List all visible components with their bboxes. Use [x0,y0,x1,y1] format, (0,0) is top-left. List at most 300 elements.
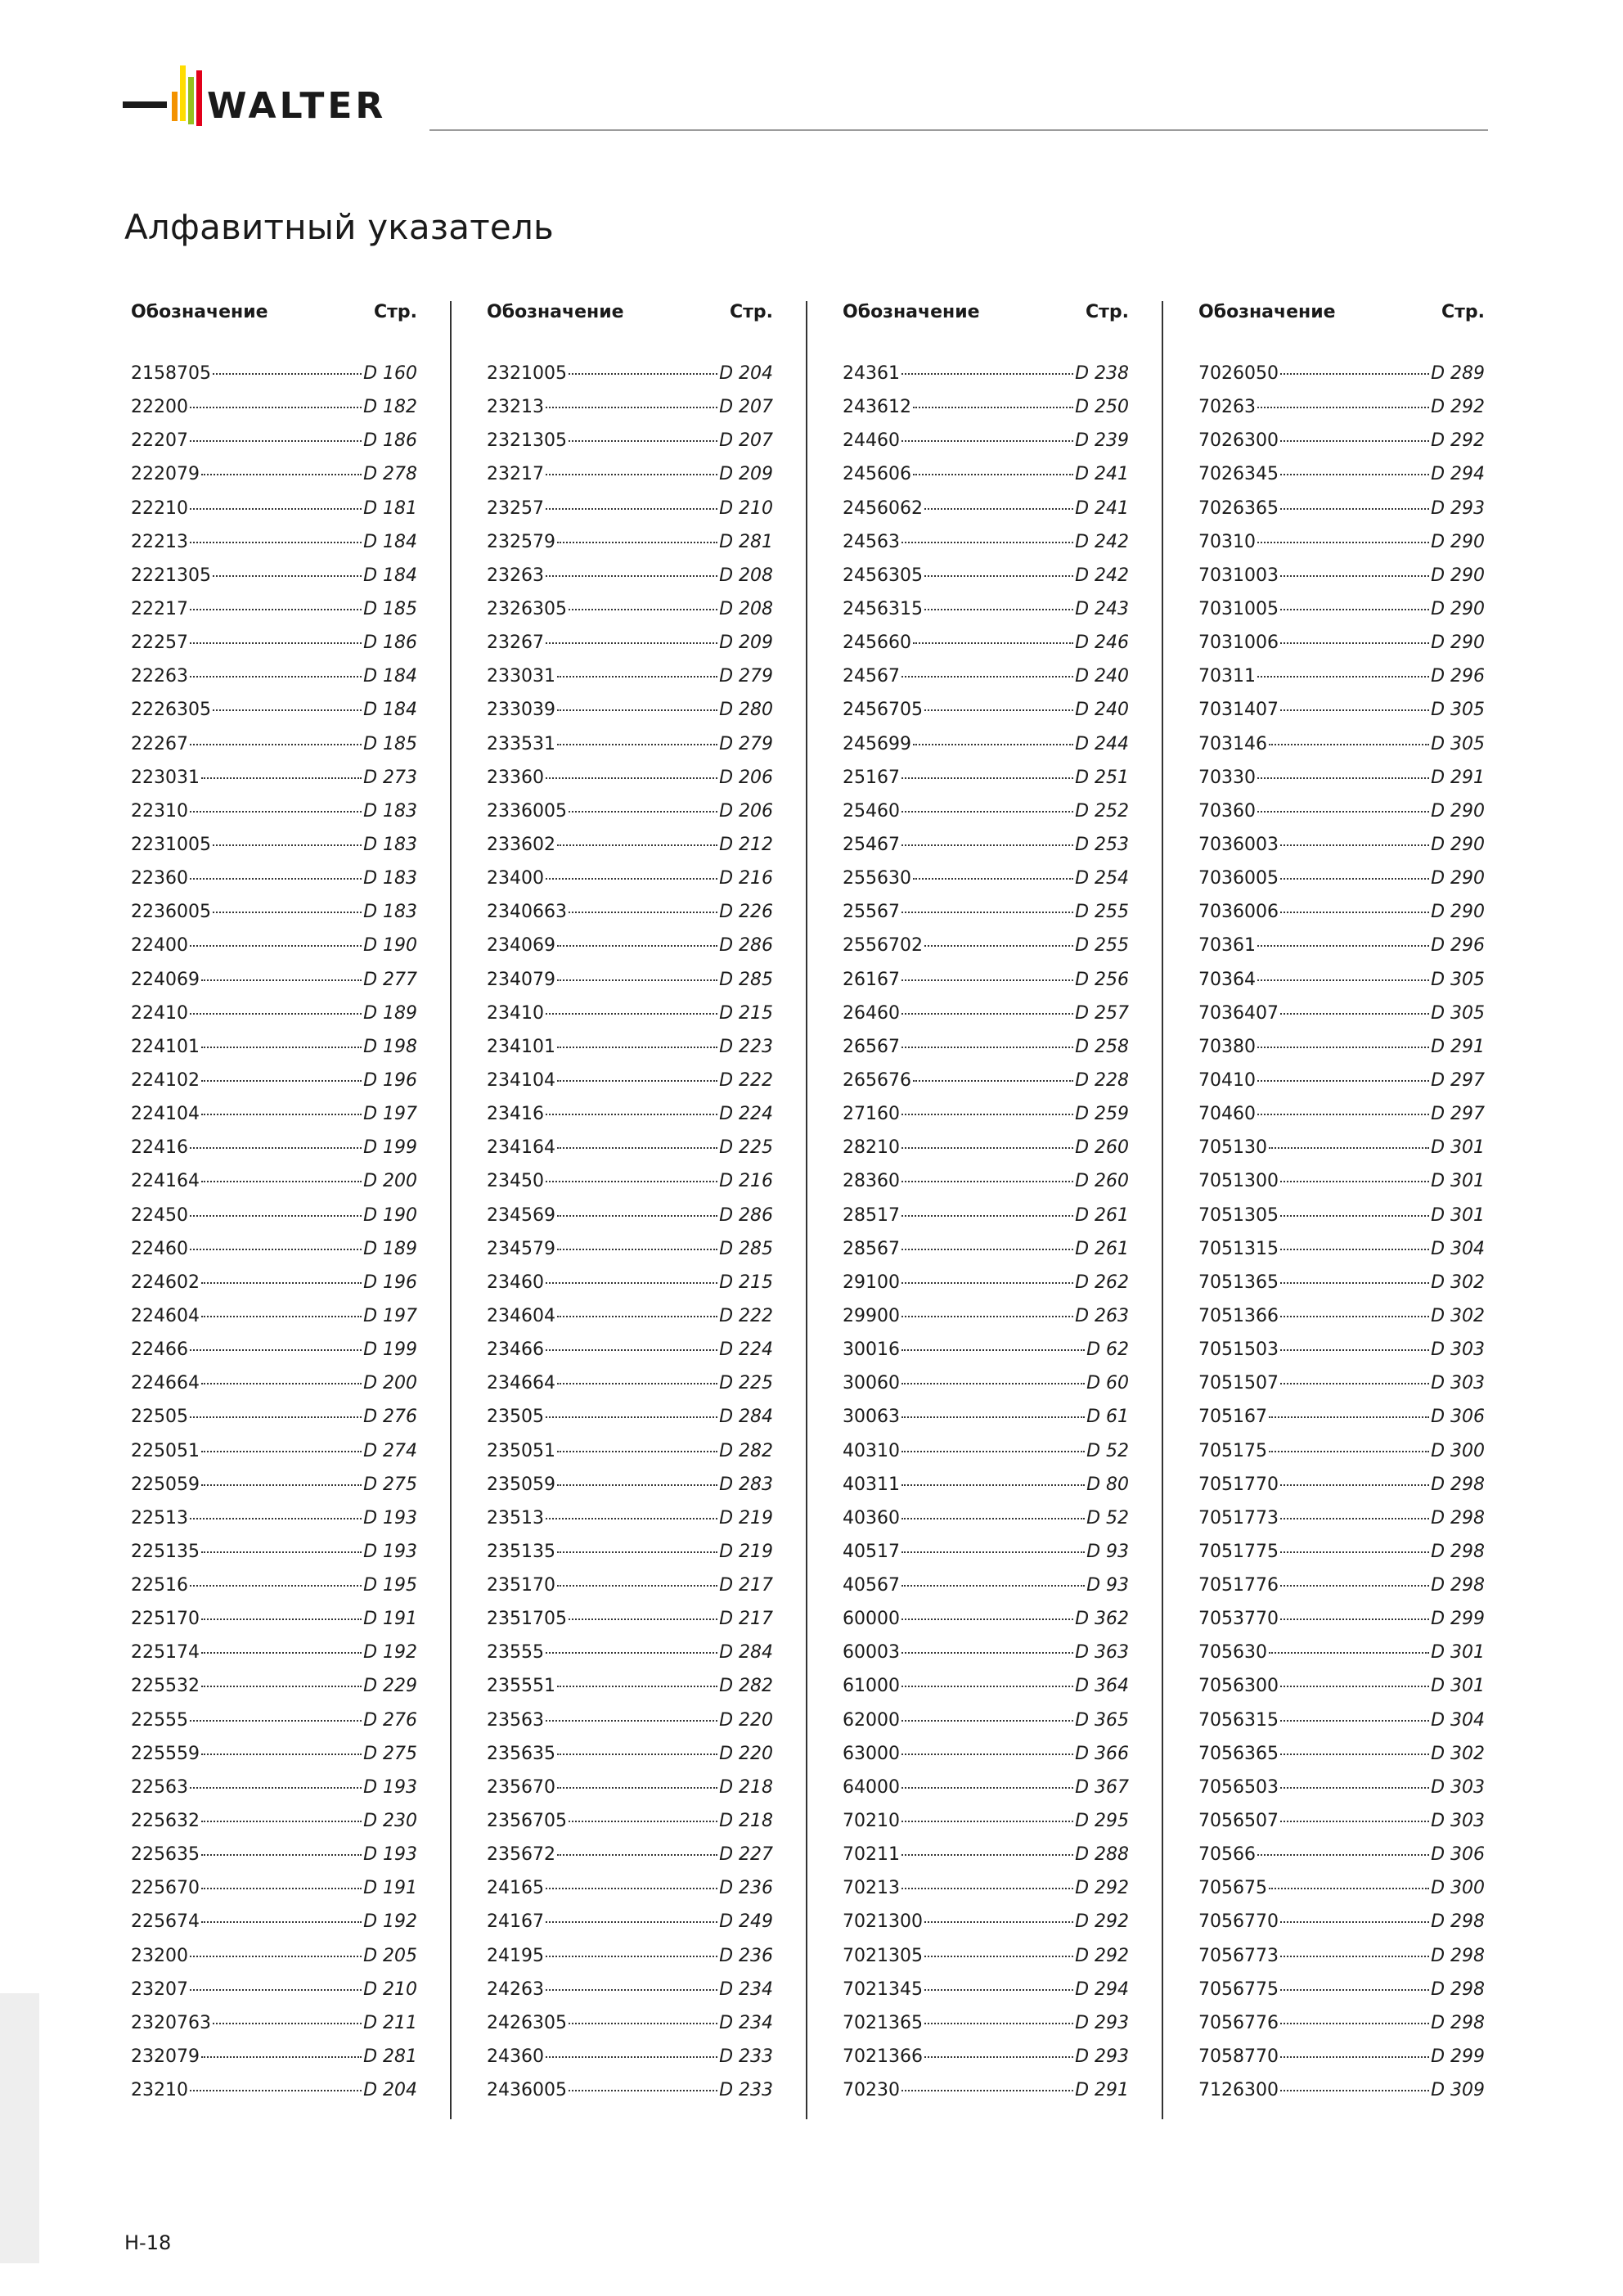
header-designation: Обозначение [131,302,268,322]
entry-code: 7051775 [1198,1541,1279,1562]
index-entry [1198,599,1485,633]
entry-code: 22505 [131,1407,188,1428]
dot-leader [1280,1282,1429,1284]
dot-leader [913,744,1073,745]
entry-page: D 291 [1075,2080,1129,2101]
index-entry [131,599,417,633]
entry-page: D 93 [1086,1541,1129,1562]
entry-page: D 236 [719,1945,773,1966]
entry-page: D 224 [719,1104,773,1125]
header-designation: Обозначение [487,302,624,322]
dot-leader [901,1013,1073,1015]
dot-leader [213,2023,362,2024]
dot-leader [1257,811,1429,813]
index-entry [487,768,773,801]
index-entry [131,801,417,835]
dot-leader [901,1181,1073,1182]
entry-page: D 244 [1075,733,1129,754]
entry-page: D 184 [363,531,417,552]
entry-page: D 199 [363,1137,417,1159]
entry-code: 224604 [131,1305,200,1326]
header-rule [429,129,1488,131]
index-entry [487,2046,773,2080]
entry-page: D 222 [719,1305,773,1326]
entry-page: D 186 [363,633,417,654]
entry-code: 22466 [131,1339,188,1361]
entry-code: 2321005 [487,363,567,384]
entry-page: D 292 [1075,1878,1129,1899]
index-entry [487,1542,773,1575]
entry-page: D 62 [1086,1339,1129,1361]
entry-code: 7056775 [1198,1979,1279,2000]
entry-code: 233039 [487,700,555,721]
entry-code: 64000 [843,1776,900,1798]
dot-leader [546,1416,717,1418]
entry-code: 23513 [487,1507,544,1528]
index-entry [487,1272,773,1306]
entry-page: D 205 [363,1945,417,1966]
entry-code: 22450 [131,1204,188,1226]
index-entry [843,1710,1129,1744]
index-entry [843,1205,1129,1239]
entry-page: D 52 [1086,1440,1129,1461]
dot-leader [1280,1754,1429,1755]
dot-leader [1280,1821,1429,1822]
entry-page: D 276 [363,1407,417,1428]
entry-page: D 218 [719,1811,773,1832]
dot-leader [190,1147,362,1149]
index-column-1 [131,295,417,2114]
dot-leader [213,575,362,577]
entry-page: D 217 [719,1609,773,1630]
index-entry [487,1407,773,1440]
index-entry [1198,1104,1485,1137]
index-entry [131,1474,417,1508]
entry-page: D 183 [363,902,417,923]
entry-code: 23505 [487,1407,544,1428]
entry-code: 24167 [487,1911,544,1933]
entry-page: D 253 [1075,834,1129,855]
dot-leader [557,1854,717,1856]
entry-list [487,363,773,2114]
entry-code: 22400 [131,935,188,957]
index-entry [1198,868,1485,902]
dot-leader [901,1652,1073,1654]
index-entry [1198,835,1485,868]
entry-page: D 285 [719,969,773,990]
entry-code: 28360 [843,1171,900,1192]
header-page: Стр. [1441,302,1485,322]
entry-page: D 286 [719,935,773,957]
index-entry [487,1844,773,1878]
index-entry [1198,1239,1485,1272]
dot-leader [1280,1921,1429,1923]
dot-leader [1269,1652,1429,1654]
index-entry [1198,565,1485,599]
index-entry [131,1811,417,1844]
dot-leader [557,1047,717,1048]
dot-leader [557,945,717,947]
index-entry [843,935,1129,969]
entry-page: D 196 [363,1272,417,1293]
entry-page: D 236 [719,1878,773,1899]
entry-page: D 255 [1075,935,1129,957]
dot-leader [1280,440,1429,442]
entry-page: D 160 [363,363,417,384]
entry-code: 23466 [487,1339,544,1361]
entry-code: 234569 [487,1204,555,1226]
entry-code: 23263 [487,565,544,586]
dot-leader [190,609,362,610]
entry-code: 245699 [843,733,911,754]
dot-leader [546,1956,717,1957]
entry-page: D 257 [1075,1002,1129,1024]
index-entry [843,1272,1129,1306]
entry-page: D 281 [719,531,773,552]
entry-page: D 297 [1431,1069,1485,1091]
dot-leader [913,474,1073,475]
dot-leader [901,912,1073,913]
entry-code: 7021365 [843,2012,923,2033]
entry-code: 70566 [1198,1844,1256,1866]
entry-page: D 302 [1431,1272,1485,1293]
index-entry [1198,1171,1485,1204]
entry-code: 24360 [487,2046,544,2068]
entry-code: 2456062 [843,497,923,519]
entry-code: 232579 [487,531,555,552]
entry-page: D 258 [1075,1036,1129,1057]
entry-code: 70410 [1198,1069,1256,1091]
entry-page: D 206 [719,800,773,822]
entry-code: 7056770 [1198,1911,1279,1933]
entry-code: 7056503 [1198,1776,1279,1798]
dot-leader [901,1114,1073,1115]
entry-page: D 226 [719,902,773,923]
dot-leader [546,1282,717,1284]
dot-leader [546,407,717,408]
entry-code: 23555 [487,1642,544,1663]
entry-code: 70364 [1198,969,1256,990]
index-entry [1198,1911,1485,1945]
index-entry [487,1676,773,1709]
column-header [1198,295,1485,331]
entry-code: 27160 [843,1104,900,1125]
logo-bar-4 [196,70,202,126]
dot-leader [901,1618,1073,1620]
entry-code: 2336005 [487,800,567,822]
entry-code: 705630 [1198,1642,1267,1663]
dot-leader [1257,777,1429,779]
entry-code: 7051773 [1198,1507,1279,1528]
entry-code: 70330 [1198,767,1256,788]
entry-code: 40360 [843,1507,900,1528]
index-entry [487,1171,773,1204]
index-entry [843,1777,1129,1811]
index-entry [487,1070,773,1104]
index-entry [487,835,773,868]
entry-page: D 285 [719,1238,773,1259]
entry-code: 2426305 [487,2012,567,2033]
entry-code: 7051365 [1198,1272,1279,1293]
dot-leader [190,811,362,813]
entry-code: 25167 [843,767,900,788]
entry-code: 233602 [487,834,555,855]
entry-code: 225174 [131,1642,200,1663]
index-entry [1198,1373,1485,1407]
entry-code: 224164 [131,1171,200,1192]
entry-page: D 364 [1075,1676,1129,1697]
dot-leader [1280,1989,1429,1991]
dot-leader [201,1282,362,1284]
entry-code: 40567 [843,1575,900,1596]
index-entry [1198,700,1485,733]
index-entry [843,1070,1129,1104]
index-entry [131,835,417,868]
index-entry [487,1239,773,1272]
dot-leader [901,1686,1073,1687]
entry-page: D 279 [719,733,773,754]
index-entry [487,464,773,497]
dot-leader [1280,474,1429,475]
entry-page: D 281 [363,2046,417,2068]
index-entry [843,801,1129,835]
dot-leader [1257,1047,1429,1048]
dot-leader [557,676,717,678]
dot-leader [1280,1249,1429,1250]
dot-leader [924,709,1073,711]
dot-leader [901,1282,1073,1284]
entry-code: 2158705 [131,363,211,384]
entry-code: 70310 [1198,531,1256,552]
index-entry [843,1373,1129,1407]
entry-page: D 216 [719,868,773,889]
logo-bar-1 [172,92,178,121]
entry-code: 23400 [487,868,544,889]
entry-page: D 282 [719,1676,773,1697]
index-entry [487,700,773,733]
dot-leader [1280,709,1429,711]
entry-page: D 225 [719,1373,773,1394]
dot-leader [1280,1686,1429,1687]
entry-code: 24165 [487,1878,544,1899]
entry-code: 70213 [843,1878,900,1899]
index-entry [843,1104,1129,1137]
dot-leader [901,676,1073,678]
entry-page: D 185 [363,598,417,619]
entry-page: D 295 [1075,1811,1129,1832]
dot-leader [201,1754,362,1755]
entry-code: 7051507 [1198,1373,1279,1394]
index-entry [131,1037,417,1070]
index-entry [1198,1137,1485,1171]
index-entry [843,768,1129,801]
dot-leader [901,1754,1073,1755]
index-entry [843,1137,1129,1171]
entry-code: 22200 [131,397,188,418]
index-entry [1198,1710,1485,1744]
entry-code: 22213 [131,531,188,552]
index-entry [131,1339,417,1373]
dot-leader [546,575,717,577]
index-entry [131,700,417,733]
dot-leader [1269,744,1429,745]
dot-leader [190,1956,362,1957]
entry-page: D 204 [719,363,773,384]
dot-leader [901,1349,1085,1351]
entry-page: D 261 [1075,1238,1129,1259]
entry-code: 7026365 [1198,497,1279,519]
dot-leader [1269,1888,1429,1889]
entry-page: D 301 [1431,1204,1485,1226]
dot-leader [901,1249,1073,1250]
index-entry [1198,1676,1485,1709]
dot-leader [190,1215,362,1217]
dot-leader [913,407,1073,408]
index-entry [843,868,1129,902]
entry-code: 7056776 [1198,2012,1279,2033]
entry-code: 7051305 [1198,1204,1279,1226]
dot-leader [190,1720,362,1722]
entry-page: D 291 [1431,767,1485,788]
entry-page: D 299 [1431,1609,1485,1630]
dot-leader [901,811,1073,813]
index-entry [1198,1407,1485,1440]
entry-code: 705130 [1198,1137,1267,1159]
index-entry [131,1171,417,1204]
index-entry [843,2013,1129,2046]
entry-page: D 189 [363,1002,417,1024]
dot-leader [901,542,1073,543]
entry-page: D 210 [719,497,773,519]
entry-code: 235051 [487,1440,555,1461]
entry-code: 24567 [843,666,900,687]
entry-code: 265676 [843,1069,911,1091]
entry-page: D 184 [363,565,417,586]
entry-page: D 277 [363,969,417,990]
entry-page: D 207 [719,397,773,418]
column-divider [806,301,807,2119]
entry-code: 7058770 [1198,2046,1279,2068]
entry-page: D 298 [1431,1575,1485,1596]
header-designation: Обозначение [1198,302,1336,322]
dot-leader [901,1215,1073,1217]
entry-code: 28210 [843,1137,900,1159]
dot-leader [1280,2023,1429,2024]
index-entry [487,1744,773,1777]
entry-page: D 184 [363,700,417,721]
entry-code: 22207 [131,430,188,452]
entry-page: D 240 [1075,700,1129,721]
dot-leader [546,1652,717,1654]
dot-leader [569,373,717,375]
dot-leader [201,1686,362,1687]
index-entry [131,1272,417,1306]
dot-leader [190,1349,362,1351]
entry-code: 225135 [131,1541,200,1562]
entry-code: 225674 [131,1911,200,1933]
index-column-2 [487,295,773,2114]
index-entry [487,1205,773,1239]
index-entry [487,1609,773,1642]
entry-page: D 196 [363,1069,417,1091]
index-entry [1198,2046,1485,2080]
index-entry [843,498,1129,532]
index-entry [487,1911,773,1945]
entry-page: D 212 [719,834,773,855]
dot-leader [1280,1720,1429,1722]
index-entry [131,1070,417,1104]
index-entry [131,1642,417,1676]
index-entry [487,1037,773,1070]
index-entry [1198,1744,1485,1777]
entry-code: 25467 [843,834,900,855]
index-entry [1198,935,1485,969]
entry-page: D 275 [363,1474,417,1495]
dot-leader [201,1383,362,1384]
entry-page: D 260 [1075,1171,1129,1192]
entry-page: D 193 [363,1844,417,1866]
entry-code: 235170 [487,1575,555,1596]
index-entry [843,1508,1129,1542]
entry-page: D 197 [363,1305,417,1326]
index-entry [131,1542,417,1575]
dot-leader [1280,1013,1429,1015]
entry-code: 234604 [487,1305,555,1326]
dot-leader [569,2023,717,2024]
entry-page: D 309 [1431,2080,1485,2101]
entry-page: D 293 [1075,2012,1129,2033]
entry-page: D 209 [719,633,773,654]
dot-leader [213,844,362,846]
entry-code: 40310 [843,1440,900,1461]
dot-leader [901,2090,1073,2091]
entry-code: 225059 [131,1474,200,1495]
index-entry [1198,1070,1485,1104]
entry-code: 2321305 [487,430,567,452]
entry-page: D 230 [363,1811,417,1832]
entry-page: D 284 [719,1642,773,1663]
dot-leader [901,1854,1073,1856]
entry-code: 7031006 [1198,633,1279,654]
index-entry [1198,666,1485,700]
entry-page: D 300 [1431,1440,1485,1461]
entry-page: D 298 [1431,1945,1485,1966]
entry-page: D 243 [1075,598,1129,619]
index-entry [487,2080,773,2114]
entry-code: 28517 [843,1204,900,1226]
index-entry [487,397,773,430]
entry-page: D 200 [363,1373,417,1394]
entry-code: 225170 [131,1609,200,1630]
entry-page: D 302 [1431,1305,1485,1326]
dot-leader [569,811,717,813]
entry-page: D 189 [363,1238,417,1259]
index-entry [487,565,773,599]
index-entry [131,397,417,430]
dot-leader [569,2090,717,2091]
entry-page: D 208 [719,565,773,586]
entry-code: 30016 [843,1339,900,1361]
index-entry [487,1441,773,1474]
index-entry [487,1137,773,1171]
entry-code: 23450 [487,1171,544,1192]
index-entry [487,935,773,969]
index-entry [1198,801,1485,835]
index-entry [131,2046,417,2080]
index-entry [487,1306,773,1339]
dot-leader [546,1013,717,1015]
entry-page: D 304 [1431,1238,1485,1259]
